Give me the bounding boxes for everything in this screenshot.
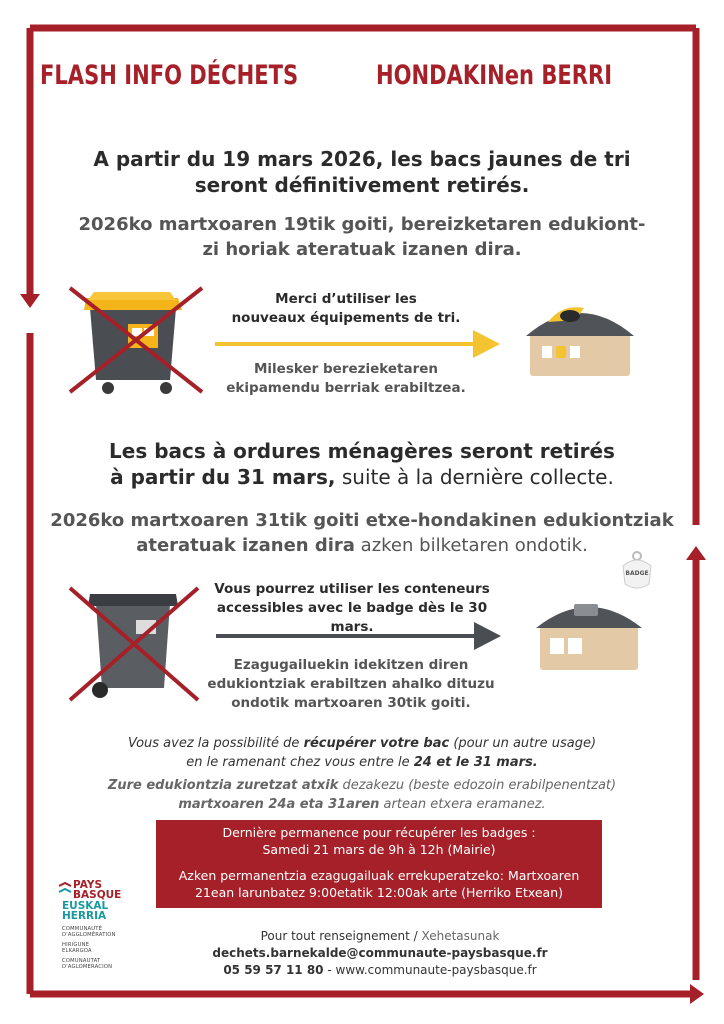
section2-arrow-text-fr — [196, 580, 508, 637]
logo-line2: BASQUE — [73, 889, 122, 901]
logo-sub2b: ELKARGOA — [62, 948, 92, 954]
section2-heading-eu — [40, 508, 684, 558]
section1-arrow-text-fr — [216, 290, 476, 328]
recover-eu-l2a: martxoaren 24a eta 31aren — [178, 797, 380, 812]
recover-fr-line1 — [70, 734, 654, 753]
logo-sub2 — [62, 942, 92, 954]
contact-label — [180, 928, 580, 945]
section2-heading-fr-bold: à partir du 31 mars, — [110, 465, 336, 489]
logo-mark-icon — [58, 882, 72, 896]
section1-heading-eu — [50, 212, 674, 262]
badge-container-icon — [536, 594, 642, 674]
logo-sub2a: HIRIGUNE — [62, 942, 90, 948]
logo-line4: HERRIA — [62, 910, 107, 922]
pays-basque-logo — [58, 880, 138, 970]
section1-arrow-text-eu — [216, 360, 476, 398]
permanence-eu — [156, 867, 602, 901]
contact-website-link[interactable]: www.communaute-paysbasque.fr — [335, 963, 537, 977]
section2-heading-eu-regular: azken bilketaren ondotik. — [354, 535, 588, 556]
contact-phone-line — [180, 962, 580, 979]
contact-block — [180, 928, 580, 979]
section1-arrow-fr-line2: nouveaux équipements de tri. — [231, 310, 461, 326]
section1-arrow-fr-line1: Merci d’utiliser les — [275, 291, 417, 307]
recover-text-fr — [70, 734, 654, 772]
logo-sub1 — [62, 926, 116, 938]
recover-eu-line2 — [70, 795, 654, 814]
permanence-box — [156, 820, 602, 908]
contact-phone[interactable]: 05 59 57 11 80 — [223, 963, 324, 977]
permanence-fr-line2: Samedi 21 mars de 9h à 12h (Mairie) — [262, 842, 496, 857]
recover-eu-line1 — [70, 776, 654, 795]
section2-heading-eu-line1: 2026ko martxoaren 31tik goiti etxe-hondakinen edukiontziak — [50, 510, 674, 531]
recover-fr-l2b: 24 et le 31 mars. — [413, 755, 538, 770]
title-french: FLASH INFO DÉCHETS — [40, 60, 299, 91]
section2-arrow-fr-line1: Vous pourrez utiliser les conteneurs — [214, 581, 490, 597]
section2-heading-fr-line2 — [50, 464, 674, 490]
section1-heading-fr-line2: seront définitivement retirés. — [194, 173, 530, 197]
recover-eu-l1b: dezakezu (beste edozoin erabilpenentzat) — [338, 778, 617, 793]
section1-heading-fr — [60, 146, 664, 198]
recover-fr-l2a: en le ramenant chez vous entre le — [186, 755, 414, 770]
recover-fr-l1a: Vous avez la possibilité de — [127, 736, 304, 751]
logo-sub3a: COMUNAUTAT — [62, 958, 101, 964]
section2-heading-fr — [50, 438, 674, 490]
logo-sub1a: COMMUNAUTÉ — [62, 926, 103, 932]
contact-phone-sep: - — [323, 963, 336, 977]
section1-arrow-eu-line1: Milesker berezieketaren — [253, 361, 439, 377]
grey-bin-crossed-icon — [66, 584, 202, 704]
logo-sub1b: D'AGGLOMÉRATION — [62, 932, 116, 938]
section2-arrow-text-eu — [206, 656, 496, 713]
section1-heading-eu-line2: zi horiak ateratuak izanen dira. — [202, 239, 522, 260]
logo-sub3 — [62, 958, 112, 970]
badge-icon — [619, 550, 655, 592]
badge-label: BADGE — [625, 570, 649, 577]
section2-heading-eu-line2 — [40, 533, 684, 558]
section2-arrow-eu-line1: Ezagugailuekin idekitzen diren — [233, 657, 469, 673]
yellow-bin-crossed-icon — [66, 284, 206, 396]
permanence-fr — [156, 824, 602, 858]
contact-email-link[interactable]: dechets.barnekalde@communaute-paysbasque.fr — [212, 946, 548, 960]
permanence-eu-line2: 21ean larunbatez 9:00etatik 12:00ak arte (Herriko Etxean) — [194, 885, 564, 900]
section2-arrow-eu-line2: edukiontziak erabiltzen ahalko dituzu — [207, 676, 495, 692]
contact-label-eu: Xehetasunak — [421, 929, 500, 943]
title-basque: HONDAKINen BERRI — [376, 60, 613, 91]
section1-heading-fr-line1: A partir du 19 mars 2026, les bacs jaunes de tri — [93, 147, 631, 171]
contact-label-fr: Pour tout renseignement — [260, 929, 410, 943]
section2-heading-fr-regular: suite à la dernière collecte. — [335, 465, 614, 489]
recover-eu-l1a: Zure edukiontzia zuretzat atxik — [107, 778, 339, 793]
logo-line1: PAYS — [73, 879, 103, 891]
recover-fr-line2 — [70, 753, 654, 772]
section2-heading-eu-bold: ateratuak izanen dira — [136, 535, 355, 556]
section2-heading-fr-line1: Les bacs à ordures ménagères seront retirés — [109, 439, 615, 463]
recover-text-eu — [70, 776, 654, 814]
section1-heading-eu-line1: 2026ko martxoaren 19tik goiti, bereizketaren edukiont- — [78, 214, 646, 235]
section2-arrow-fr-line2: accessibles avec le badge dès le 30 mars. — [216, 600, 488, 635]
permanence-eu-line1: Azken permanentzia ezagugailuak errekuperatzeko: Martxoaren — [178, 868, 580, 883]
contact-label-sep: / — [409, 929, 422, 943]
recover-eu-l2b: artean etxera eramanez. — [379, 797, 546, 812]
recover-fr-l1b: récupérer votre bac — [303, 736, 450, 751]
sorting-container-icon — [524, 296, 636, 380]
section1-arrow-eu-line2: ekipamendu berriak erabiltzea. — [226, 380, 466, 396]
section2-arrow-eu-line3: ondotik martxoaren 30tik goiti. — [231, 695, 471, 711]
logo-line3: EUSKAL — [62, 900, 109, 912]
yellow-arrow-icon — [215, 330, 500, 358]
logo-sub3b: D'AGLOMERACION — [62, 964, 113, 970]
permanence-fr-line1: Dernière permanence pour récupérer les badges : — [222, 825, 536, 840]
recover-fr-l1c: (pour un autre usage) — [449, 736, 597, 751]
